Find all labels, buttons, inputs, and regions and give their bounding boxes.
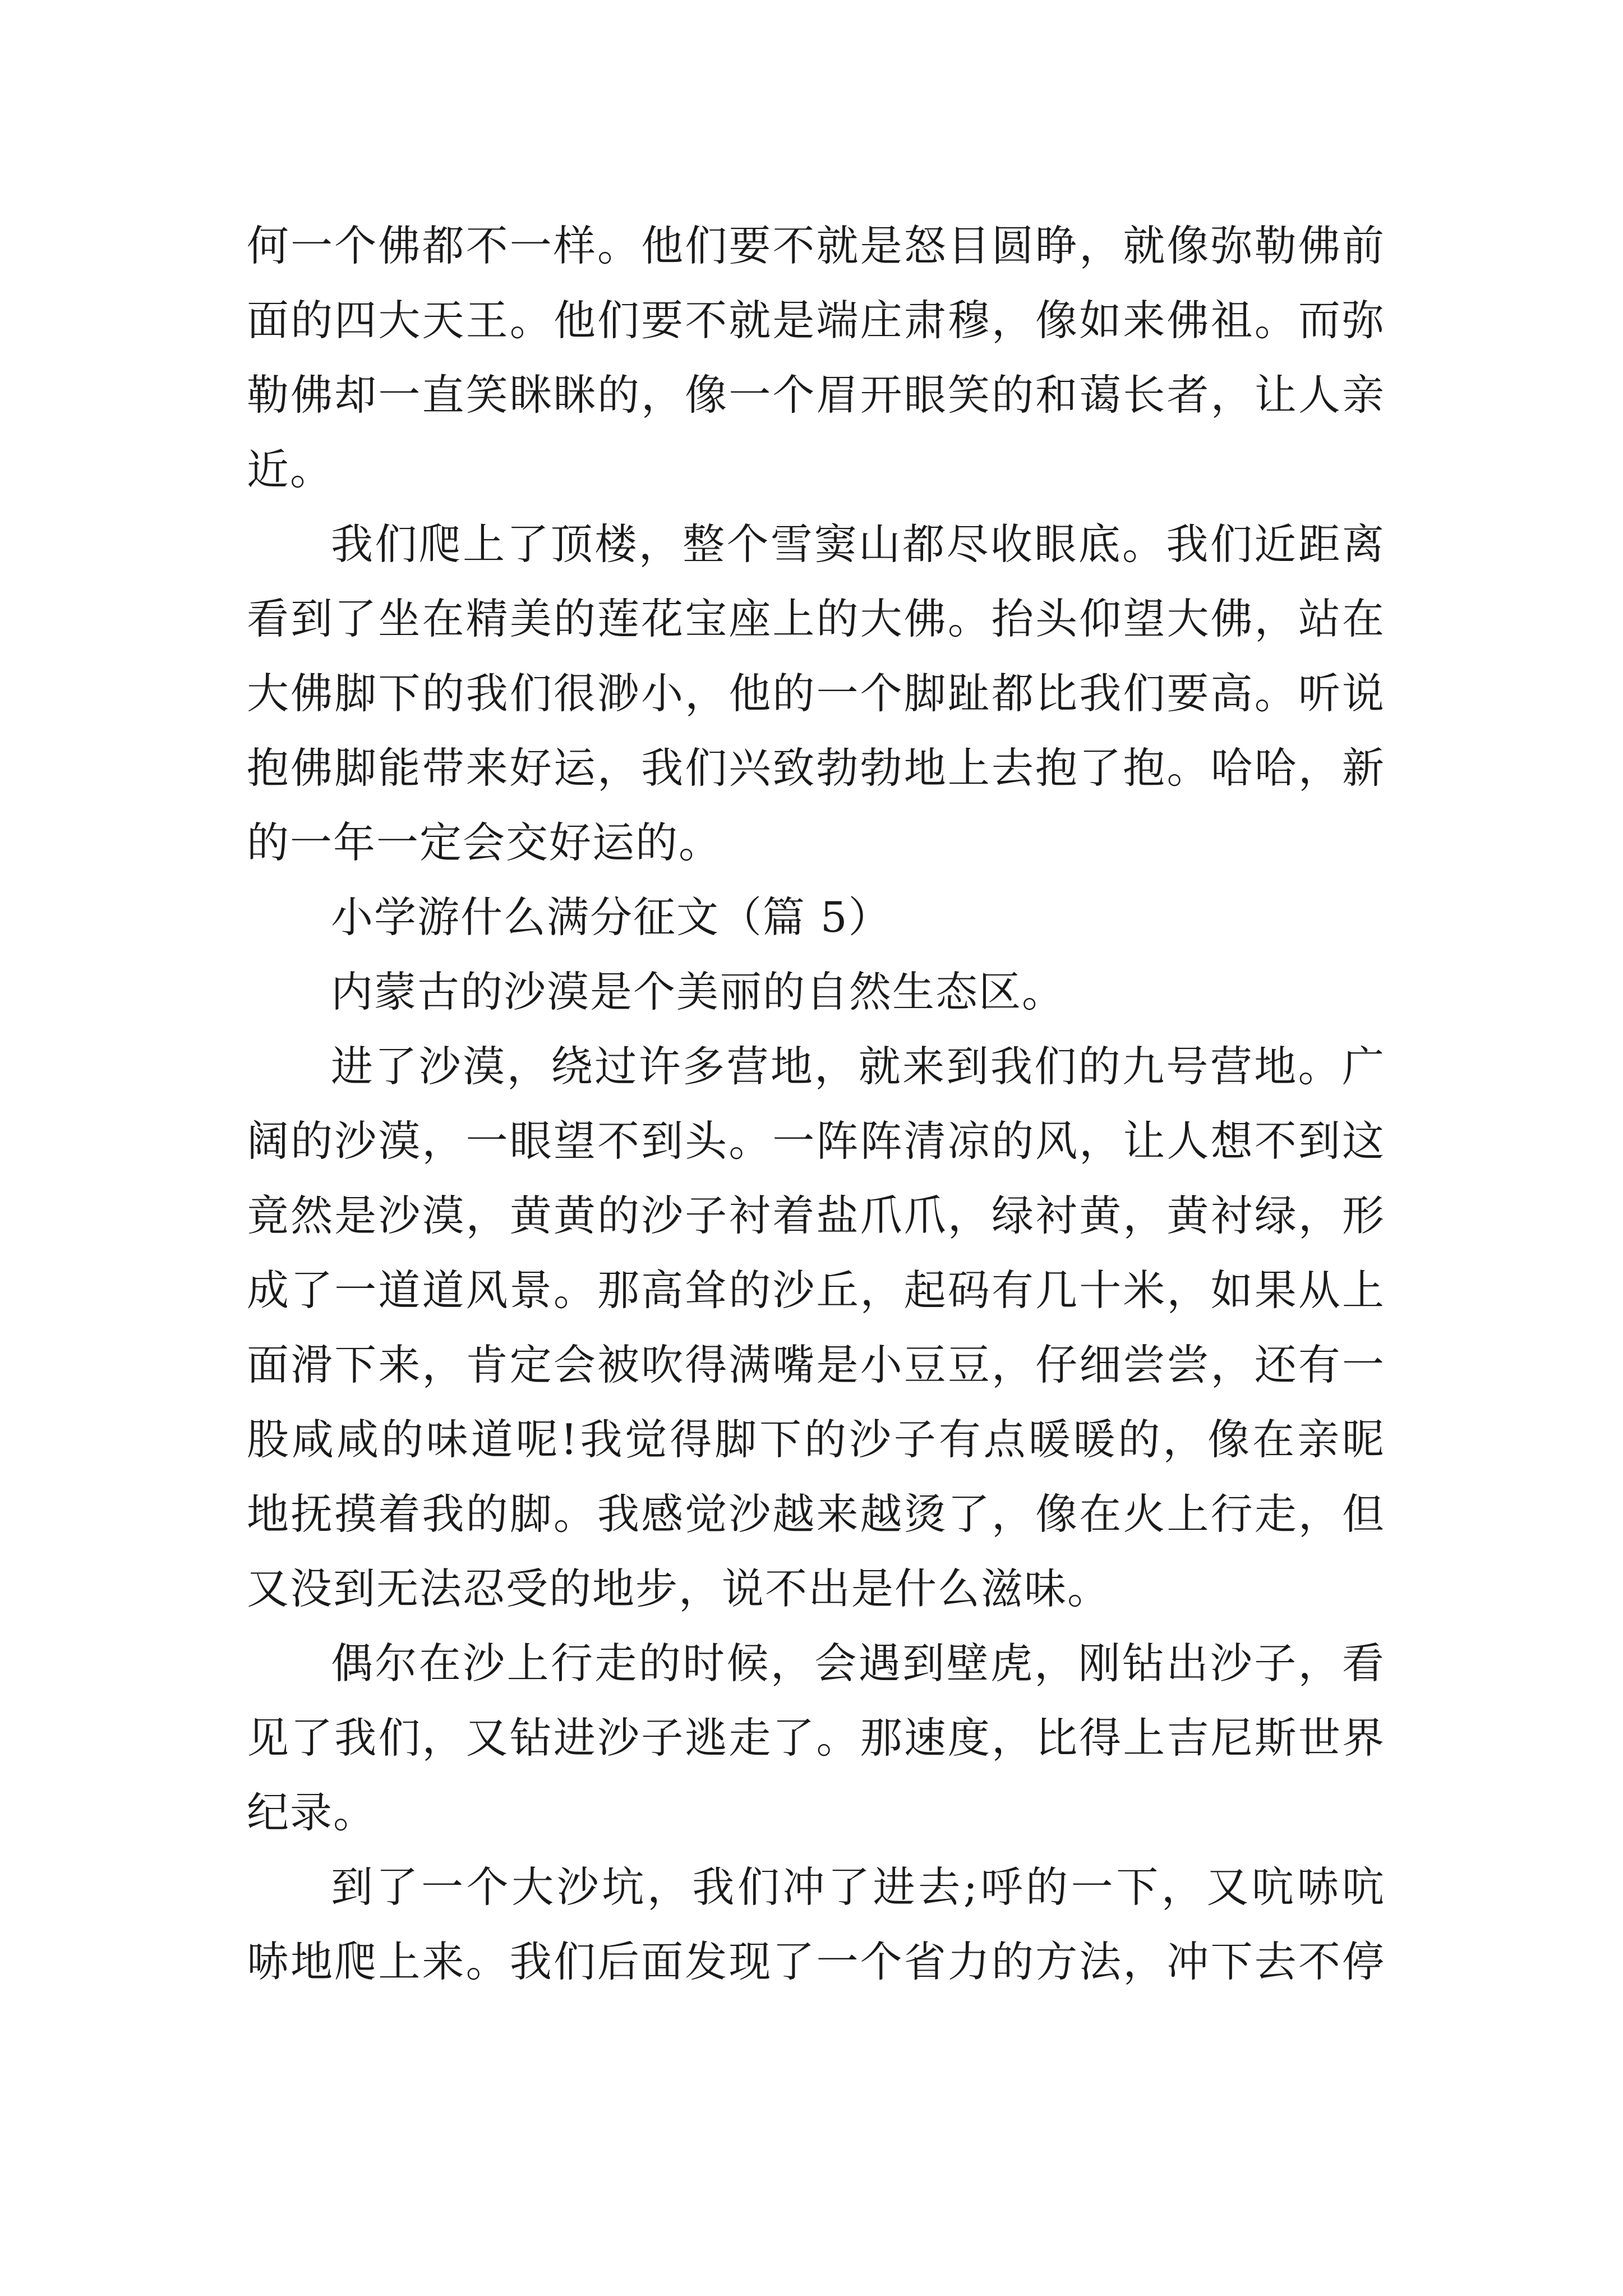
text-line: 面滑下来，肯定会被吹得满嘴是小豆豆，仔细尝尝，还有一 <box>247 1340 1385 1389</box>
text-line: 何一个佛都不一样。他们要不就是怒目圆睁，就像弥勒佛前 <box>247 221 1385 270</box>
text-line: 我们爬上了顶楼，整个雪窦山都尽收眼底。我们近距离 <box>331 519 1385 569</box>
text-line: 纪录。 <box>247 1788 377 1837</box>
text-line: 进了沙漠，绕过许多营地，就来到我们的九号营地。广 <box>331 1042 1385 1091</box>
text-line: 竟然是沙漠，黄黄的沙子衬着盐爪爪，绿衬黄，黄衬绿，形 <box>247 1191 1385 1240</box>
text-line: 又没到无法忍受的地步，说不出是什么滋味。 <box>247 1564 1111 1613</box>
text-line: 哧地爬上来。我们后面发现了一个省力的方法，冲下去不停 <box>247 1937 1385 1986</box>
text-line: 看到了坐在精美的莲花宝座上的大佛。抬头仰望大佛，站在 <box>247 594 1385 643</box>
text-line: 面的四大天王。他们要不就是端庄肃穆，像如来佛祖。而弥 <box>247 296 1385 345</box>
text-line: 抱佛脚能带来好运，我们兴致勃勃地上去抱了抱。哈哈，新 <box>247 743 1385 793</box>
text-line: 股咸咸的味道呢!我觉得脚下的沙子有点暖暖的，像在亲昵 <box>247 1415 1385 1464</box>
text-line: 偶尔在沙上行走的时候，会遇到壁虎，刚钻出沙子，看 <box>331 1639 1385 1688</box>
text-line: 大佛脚下的我们很渺小，他的一个脚趾都比我们要高。听说 <box>247 669 1385 718</box>
text-line: 的一年一定会交好运的。 <box>247 818 722 867</box>
text-line: 内蒙古的沙漠是个美丽的自然生态区。 <box>331 967 1066 1016</box>
section-heading: 小学游什么满分征文（篇 5） <box>331 892 892 942</box>
text-line: 阔的沙漠，一眼望不到头。一阵阵清凉的风，让人想不到这 <box>247 1116 1385 1166</box>
text-line: 地抚摸着我的脚。我感觉沙越来越烫了，像在火上行走，但 <box>247 1489 1385 1539</box>
text-line: 见了我们，又钻进沙子逃走了。那速度，比得上吉尼斯世界 <box>247 1713 1385 1763</box>
text-line: 到了一个大沙坑，我们冲了进去;呼的一下，又吭哧吭 <box>331 1862 1385 1912</box>
text-line: 成了一道道风景。那高耸的沙丘，起码有几十米，如果从上 <box>247 1266 1385 1315</box>
body-text <box>247 209 1385 1999</box>
text-line: 勒佛却一直笑眯眯的，像一个眉开眼笑的和蔼长者，让人亲 <box>247 370 1385 420</box>
text-line: 近。 <box>247 445 334 494</box>
